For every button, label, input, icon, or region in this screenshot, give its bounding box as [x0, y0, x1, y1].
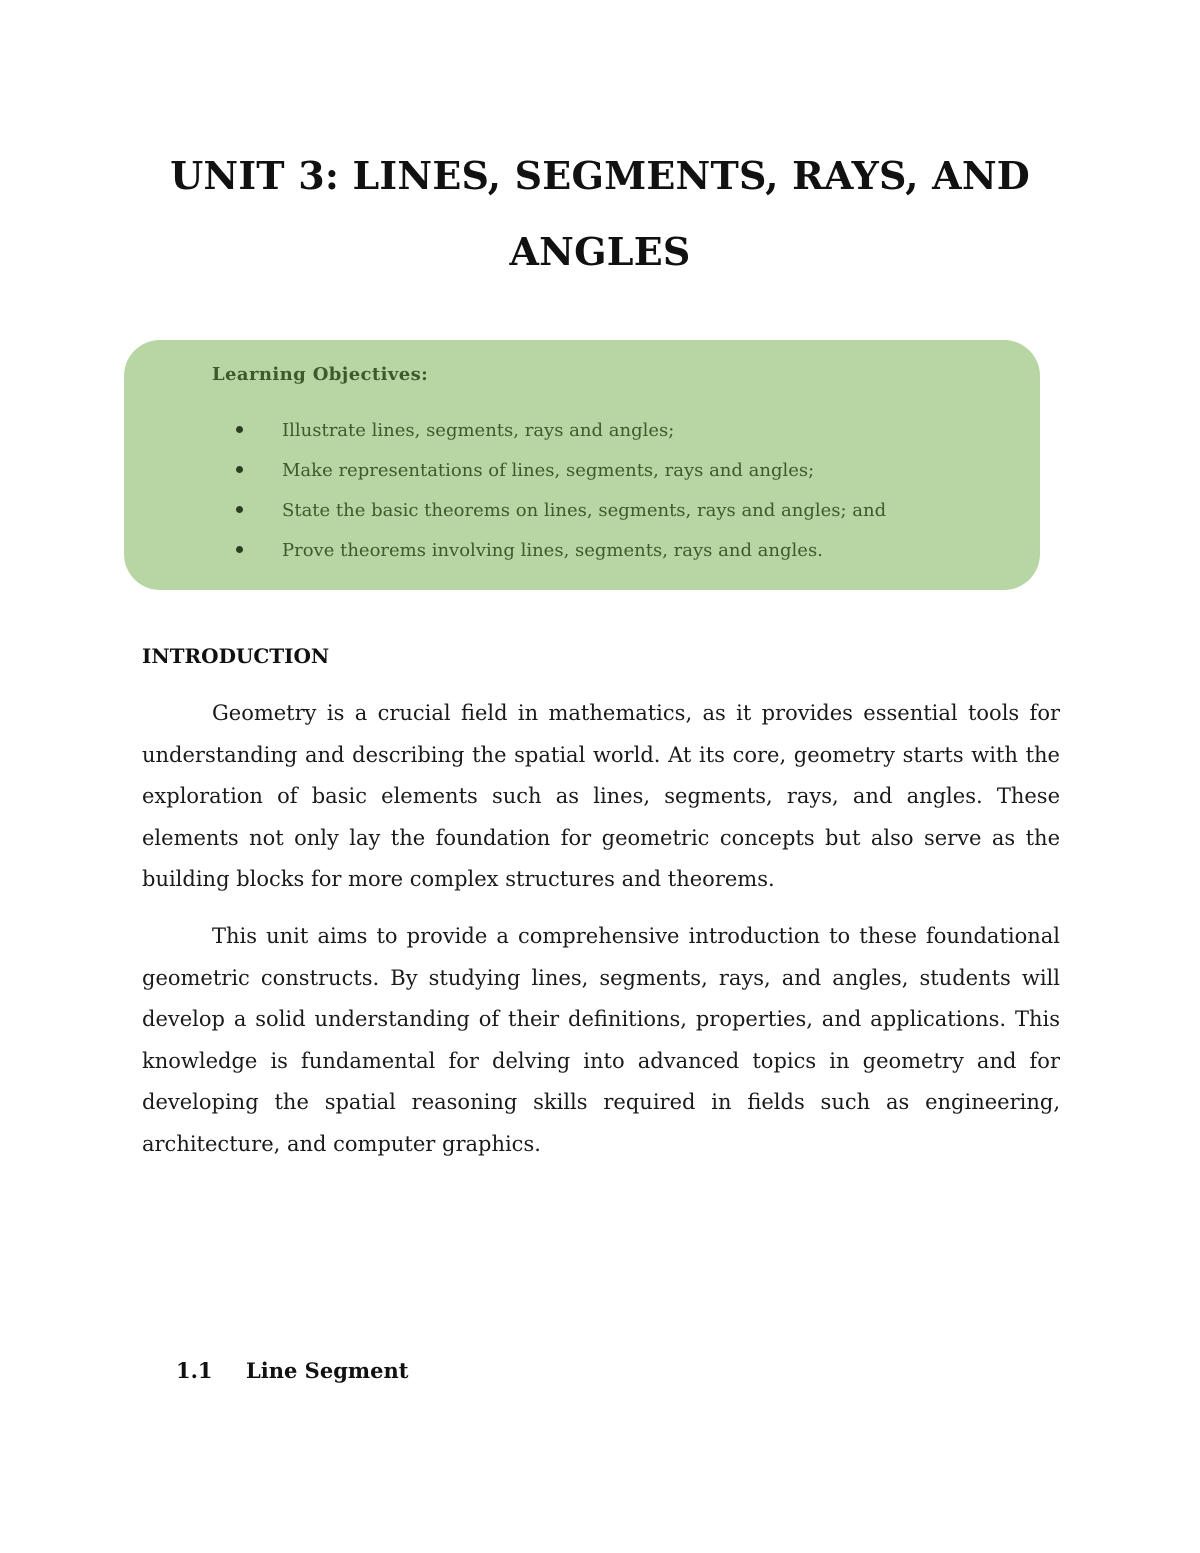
unit-title-line-1: UNIT 3: LINES, SEGMENTS, RAYS, AND — [170, 153, 1030, 198]
objective-item — [236, 498, 886, 538]
objective-item — [236, 418, 886, 458]
objective-text: Illustrate lines, segments, rays and angles; — [282, 420, 675, 441]
objective-text: Prove theorems involving lines, segments, rays and angles. — [282, 540, 823, 561]
introduction-heading: INTRODUCTION — [142, 644, 330, 668]
objective-text: Make representations of lines, segments, rays and angles; — [282, 460, 815, 481]
objective-text: State the basic theorems on lines, segments, rays and angles; and — [282, 500, 887, 521]
introduction-paragraph-1: Geometry is a crucial field in mathematics, as it provides essential tools for understanding and describing the spatial world. At its core, geometry starts with the exploration of basic elements such as lines, segments, rays, and angles. These elements not only lay the foundation for geometric concepts but also serve as the building blocks for more complex structures and theorems. — [142, 701, 1060, 892]
section-number: 1.1 — [176, 1358, 213, 1383]
unit-title-line-2: ANGLES — [509, 229, 691, 274]
objective-item — [236, 458, 886, 498]
section-title: Line Segment — [246, 1358, 409, 1383]
unit-title — [100, 138, 1100, 290]
bullet-icon — [236, 546, 243, 553]
learning-objectives-list — [236, 418, 886, 578]
learning-objectives-heading: Learning Objectives: — [212, 364, 429, 385]
introduction-paragraph-2: This unit aims to provide a comprehensive introduction to these foundational geometric constructs. By studying lines, segments, rays, and angles, students will develop a solid understanding of their definitions, properties, and applications. This knowledge is fundamental for delving into advanced topics in geometry and for developing the spatial reasoning skills required in fields such as engineering, architecture, and computer graphics. — [142, 924, 1060, 1156]
learning-objectives-box — [124, 340, 1040, 590]
section-heading — [176, 1358, 408, 1383]
bullet-icon — [236, 506, 243, 513]
objective-item — [236, 538, 886, 578]
bullet-icon — [236, 426, 243, 433]
bullet-icon — [236, 466, 243, 473]
